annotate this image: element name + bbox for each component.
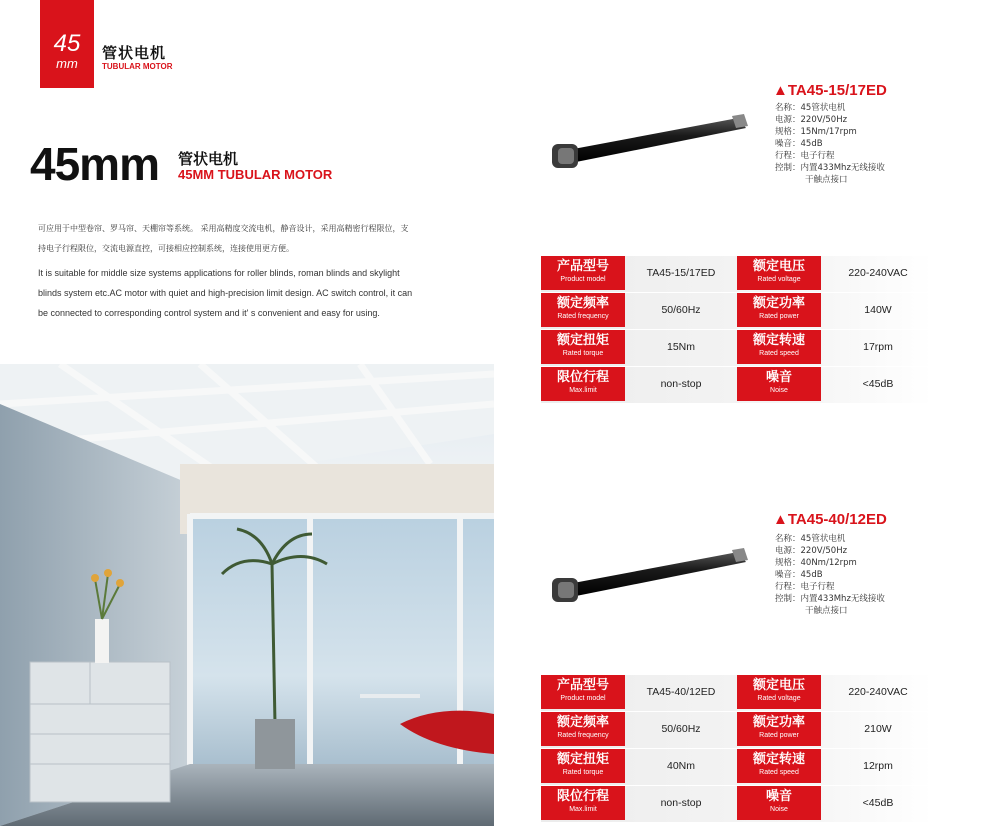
badge-unit: mm — [56, 56, 78, 71]
badge-number: 45 — [53, 30, 81, 57]
product-2-specs — [775, 533, 885, 617]
table-label: 产品型号 Product model — [541, 675, 625, 709]
header-title-cn: 管状电机 — [102, 44, 167, 62]
table-value: 15Nm — [666, 341, 695, 353]
spec-line: 控制：内置433Mhz无线接收 — [775, 594, 885, 604]
table-label: 额定转速 Rated speed — [737, 749, 821, 783]
description-cn-line: 持电子行程限位，交流电源直控，可接相应控制系统，连接使用更方便。 — [38, 244, 294, 253]
product-1-title: ▲TA45-15/17ED — [773, 82, 887, 99]
table-value: 40Nm — [666, 760, 695, 772]
room-photo — [0, 364, 494, 826]
hero-size: 45mm — [30, 138, 159, 190]
table-row — [541, 675, 933, 711]
spec-line: 噪音：45dB — [775, 139, 823, 149]
product-1-specs — [775, 102, 885, 186]
description-en-line: be connected to corresponding control system and it' s convenient and easy for using. — [38, 308, 380, 318]
header-title-en: TUBULAR MOTOR — [102, 62, 173, 71]
description-en-line: It is suitable for middle size systems applications for roller blinds, roman blinds and skylight — [38, 268, 400, 278]
table-value: TA45-15/17ED — [646, 267, 716, 279]
spec-line: 行程：电子行程 — [775, 151, 835, 161]
table-value: 50/60Hz — [661, 304, 701, 316]
product-1-spec-table — [541, 256, 933, 404]
tubular-motor-image — [548, 110, 748, 174]
spec-line: 规格：40Nm/12rpm — [775, 558, 857, 568]
spec-line: 规格：15Nm/17rpm — [775, 127, 857, 137]
description-en-line: blinds system etc.AC motor with quiet and high-precision limit design. AC switch control, it can — [38, 288, 413, 298]
table-label: 额定频率 Rated frequency — [541, 712, 625, 746]
table-value: 210W — [864, 723, 892, 735]
hero-title-en: 45MM TUBULAR MOTOR — [178, 167, 333, 182]
product-2-title: ▲TA45-40/12ED — [773, 511, 887, 528]
table-row — [541, 367, 933, 403]
table-value: <45dB — [862, 797, 894, 809]
hero-title-cn: 管状电机 — [178, 150, 239, 168]
spec-line: 控制：内置433Mhz无线接收 — [775, 163, 885, 173]
table-label: 产品型号 Product model — [541, 256, 625, 290]
room-illustration — [0, 364, 494, 826]
table-label: 噪音 Noise — [737, 786, 821, 820]
table-row — [541, 786, 933, 822]
table-label: 限位行程 Max.limit — [541, 367, 625, 401]
size-badge — [40, 0, 94, 88]
table-label: 额定转速 Rated speed — [737, 330, 821, 364]
table-value: non-stop — [660, 378, 702, 390]
spec-line: 电源：220V/50Hz — [775, 115, 848, 125]
table-value: non-stop — [660, 797, 702, 809]
table-label: 额定功率 Rated power — [737, 712, 821, 746]
table-value: 12rpm — [863, 760, 893, 772]
description-en — [38, 263, 448, 323]
spec-line: 行程：电子行程 — [775, 582, 835, 592]
table-row — [541, 330, 933, 366]
description-cn-line: 可应用于中型卷帘、罗马帘、天棚帘等系统。 采用高精度交流电机，静音设计，采用高精密行程限位，支 — [38, 224, 409, 233]
spec-line: 名称：45管状电机 — [775, 534, 846, 544]
table-row — [541, 712, 933, 748]
table-value: 220-240VAC — [848, 267, 908, 279]
spec-line: 干触点接口 — [805, 175, 848, 185]
table-value: 50/60Hz — [661, 723, 701, 735]
spec-line: 电源：220V/50Hz — [775, 546, 848, 556]
table-row — [541, 749, 933, 785]
table-label: 噪音 Noise — [737, 367, 821, 401]
table-label: 额定扭矩 Rated torque — [541, 749, 625, 783]
tubular-motor-image — [548, 540, 748, 604]
table-label: 额定扭矩 Rated torque — [541, 330, 625, 364]
spec-line: 噪音：45dB — [775, 570, 823, 580]
table-value: <45dB — [862, 378, 894, 390]
table-label: 额定频率 Rated frequency — [541, 293, 625, 327]
table-label: 额定电压 Rated voltage — [737, 675, 821, 709]
table-label: 额定功率 Rated power — [737, 293, 821, 327]
table-label: 限位行程 Max.limit — [541, 786, 625, 820]
table-label: 额定电压 Rated voltage — [737, 256, 821, 290]
table-value: 17rpm — [863, 341, 893, 353]
table-value: 220-240VAC — [848, 686, 908, 698]
spec-line: 干触点接口 — [805, 606, 848, 616]
table-value: TA45-40/12ED — [646, 686, 716, 698]
table-value: 140W — [864, 304, 892, 316]
table-row — [541, 256, 933, 292]
product-2-spec-table — [541, 675, 933, 823]
table-row — [541, 293, 933, 329]
spec-line: 名称：45管状电机 — [775, 103, 846, 113]
description-cn — [38, 219, 448, 259]
